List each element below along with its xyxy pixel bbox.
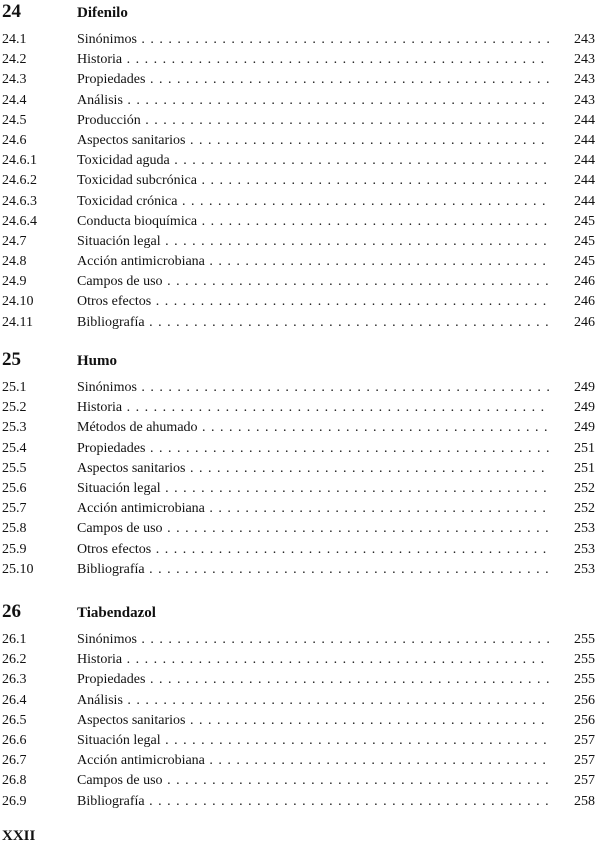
entry-page-number: 246: [574, 274, 595, 290]
entry-number: 24.11: [2, 314, 33, 330]
toc-entry: [0, 378, 600, 398]
toc-entry: [0, 771, 600, 791]
entry-page-number: 255: [574, 652, 595, 668]
entry-page-number: 256: [574, 692, 595, 708]
entry-title: Aspectos sanitarios . . .: [77, 131, 550, 151]
entry-number: 26.4: [2, 692, 27, 708]
entry-title: Acción antimicrobiana . . .: [77, 252, 550, 272]
entry-number: 25.3: [2, 420, 27, 436]
entry-page-number: 243: [574, 72, 595, 88]
entry-title: Propiedades . . .: [77, 439, 550, 459]
entry-title: Campos de uso . . .: [77, 272, 550, 292]
entry-title: Aspectos sanitarios . . .: [77, 711, 550, 731]
entry-number: 24.2: [2, 52, 27, 68]
toc-entry: [0, 711, 600, 731]
entry-title: Situación legal . . .: [77, 731, 550, 751]
entry-number: 25.4: [2, 440, 27, 456]
toc-entry: [0, 560, 600, 580]
toc-entry: [0, 731, 600, 751]
entry-title: Sinónimos . . .: [77, 630, 550, 650]
entry-page-number: 244: [574, 173, 595, 189]
entry-number: 26.7: [2, 753, 27, 769]
entry-title: Propiedades . . .: [77, 670, 550, 690]
entry-title: Aspectos sanitarios . . .: [77, 459, 550, 479]
toc-entry: [0, 171, 600, 191]
entry-page-number: 253: [574, 541, 595, 557]
toc-entry: [0, 418, 600, 438]
entry-page-number: 251: [574, 440, 595, 456]
toc-entry: [0, 151, 600, 171]
chapter-section: [0, 0, 600, 333]
entry-list: [0, 30, 600, 333]
toc-entry: [0, 670, 600, 690]
entry-title: Campos de uso . . .: [77, 771, 550, 791]
entry-title: Acción antimicrobiana . . .: [77, 751, 550, 771]
entry-title: Producción . . .: [77, 111, 550, 131]
toc-entry: [0, 232, 600, 252]
entry-page-number: 257: [574, 773, 595, 789]
entry-number: 26.1: [2, 632, 27, 647]
entry-number: 25.6: [2, 480, 27, 496]
toc-entry: [0, 313, 600, 333]
entry-page-number: 243: [574, 92, 595, 108]
entry-title: Análisis . . .: [77, 691, 550, 711]
entry-title: Otros efectos . . .: [77, 292, 550, 312]
toc-entry: [0, 398, 600, 418]
entry-title: Toxicidad aguda . . .: [77, 151, 550, 171]
entry-number: 25.8: [2, 521, 27, 537]
entry-number: 24.5: [2, 112, 27, 128]
entry-page-number: 243: [574, 52, 595, 68]
entry-number: 25.10: [2, 561, 34, 577]
chapter-heading: [0, 348, 600, 378]
toc-entry: [0, 292, 600, 312]
entry-page-number: 243: [574, 32, 595, 47]
toc-entry: [0, 111, 600, 131]
entry-page-number: 256: [574, 712, 595, 728]
entry-number: 26.6: [2, 732, 27, 748]
entry-page-number: 249: [574, 420, 595, 436]
toc-entry: [0, 91, 600, 111]
entry-title: Situación legal . . .: [77, 479, 550, 499]
entry-number: 24.6.2: [2, 173, 37, 189]
chapter-number: 25: [2, 349, 21, 370]
chapter-title: Tiabendazol: [77, 605, 156, 621]
entry-number: 24.7: [2, 233, 27, 249]
entry-page-number: 257: [574, 732, 595, 748]
entry-title: Historia . . .: [77, 50, 550, 70]
toc-entry: [0, 630, 600, 650]
entry-page-number: 245: [574, 254, 595, 270]
entry-page-number: 253: [574, 521, 595, 537]
entry-page-number: 246: [574, 314, 595, 330]
chapter-heading: [0, 600, 600, 630]
entry-number: 24.4: [2, 92, 27, 108]
toc-entry: [0, 479, 600, 499]
entry-title: Historia . . .: [77, 398, 550, 418]
entry-number: 25.7: [2, 501, 27, 517]
toc-entry: [0, 792, 600, 812]
toc-entry: [0, 540, 600, 560]
entry-number: 24.6.4: [2, 213, 37, 229]
chapter-title: Humo: [77, 353, 118, 369]
entry-page-number: 245: [574, 233, 595, 249]
entry-title: Sinónimos . . .: [77, 378, 550, 398]
toc-entry: [0, 70, 600, 90]
entry-number: 24.6.1: [2, 153, 37, 169]
entry-number: 24.6: [2, 132, 27, 148]
entry-page-number: 244: [574, 153, 595, 169]
entry-title: Sinónimos . . .: [77, 30, 550, 50]
entry-title: Bibliografía . . .: [77, 313, 550, 333]
entry-title: Propiedades . . .: [77, 70, 550, 90]
entry-page-number: 246: [574, 294, 595, 310]
entry-title: Situación legal . . .: [77, 232, 550, 252]
entry-title: Acción antimicrobiana . . .: [77, 499, 550, 519]
entry-number: 24.8: [2, 254, 27, 270]
chapter-title: Difenilo: [77, 5, 128, 21]
entry-title: Otros efectos . . .: [77, 540, 550, 560]
chapter-number: 26: [2, 601, 21, 622]
entry-number: 26.9: [2, 793, 27, 809]
entry-title: Métodos de ahumado . . .: [77, 418, 550, 438]
entry-page-number: 257: [574, 753, 595, 769]
entry-number: 25.2: [2, 400, 27, 416]
entry-number: 24.3: [2, 72, 27, 88]
toc-entry: [0, 459, 600, 479]
toc-entry: [0, 30, 600, 50]
entry-page-number: 253: [574, 561, 595, 577]
toc-entry: [0, 691, 600, 711]
entry-title: Conducta bioquímica . . .: [77, 212, 550, 232]
toc-entry: [0, 192, 600, 212]
entry-page-number: 249: [574, 380, 595, 395]
entry-title: Toxicidad crónica . . .: [77, 192, 550, 212]
page-number: XXII: [2, 828, 36, 844]
toc-entry: [0, 439, 600, 459]
entry-title: Historia . . .: [77, 650, 550, 670]
toc-entry: [0, 519, 600, 539]
toc-entry: [0, 650, 600, 670]
entry-title: Bibliografía . . .: [77, 792, 550, 812]
entry-page-number: 255: [574, 672, 595, 688]
entry-page-number: 245: [574, 213, 595, 229]
entry-page-number: 244: [574, 132, 595, 148]
entry-number: 25.5: [2, 460, 27, 476]
toc-entry: [0, 252, 600, 272]
entry-number: 25.1: [2, 380, 27, 395]
entry-number: 25.9: [2, 541, 27, 557]
toc-entry: [0, 499, 600, 519]
chapter-section: [0, 348, 600, 580]
entry-page-number: 251: [574, 460, 595, 476]
entry-page-number: 249: [574, 400, 595, 416]
chapter-section: [0, 600, 600, 812]
entry-page-number: 252: [574, 480, 595, 496]
entry-page-number: 252: [574, 501, 595, 517]
entry-page-number: 255: [574, 632, 595, 647]
entry-page-number: 258: [574, 793, 595, 809]
entry-number: 24.10: [2, 294, 34, 310]
entry-number: 24.1: [2, 32, 27, 47]
entry-list: [0, 630, 600, 812]
entry-page-number: 244: [574, 193, 595, 209]
toc-entry: [0, 272, 600, 292]
toc-entry: [0, 212, 600, 232]
entry-list: [0, 378, 600, 580]
entry-title: Bibliografía . . .: [77, 560, 550, 580]
toc-entry: [0, 50, 600, 70]
entry-number: 24.9: [2, 274, 27, 290]
chapter-number: 24: [2, 1, 21, 22]
toc-entry: [0, 131, 600, 151]
entry-page-number: 244: [574, 112, 595, 128]
chapter-heading: [0, 0, 600, 30]
entry-number: 26.2: [2, 652, 27, 668]
entry-number: 26.5: [2, 712, 27, 728]
entry-title: Análisis . . .: [77, 91, 550, 111]
entry-number: 26.3: [2, 672, 27, 688]
entry-number: 24.6.3: [2, 193, 37, 209]
toc-entry: [0, 751, 600, 771]
entry-title: Toxicidad subcrónica . . .: [77, 171, 550, 191]
entry-title: Campos de uso . . .: [77, 519, 550, 539]
entry-number: 26.8: [2, 773, 27, 789]
